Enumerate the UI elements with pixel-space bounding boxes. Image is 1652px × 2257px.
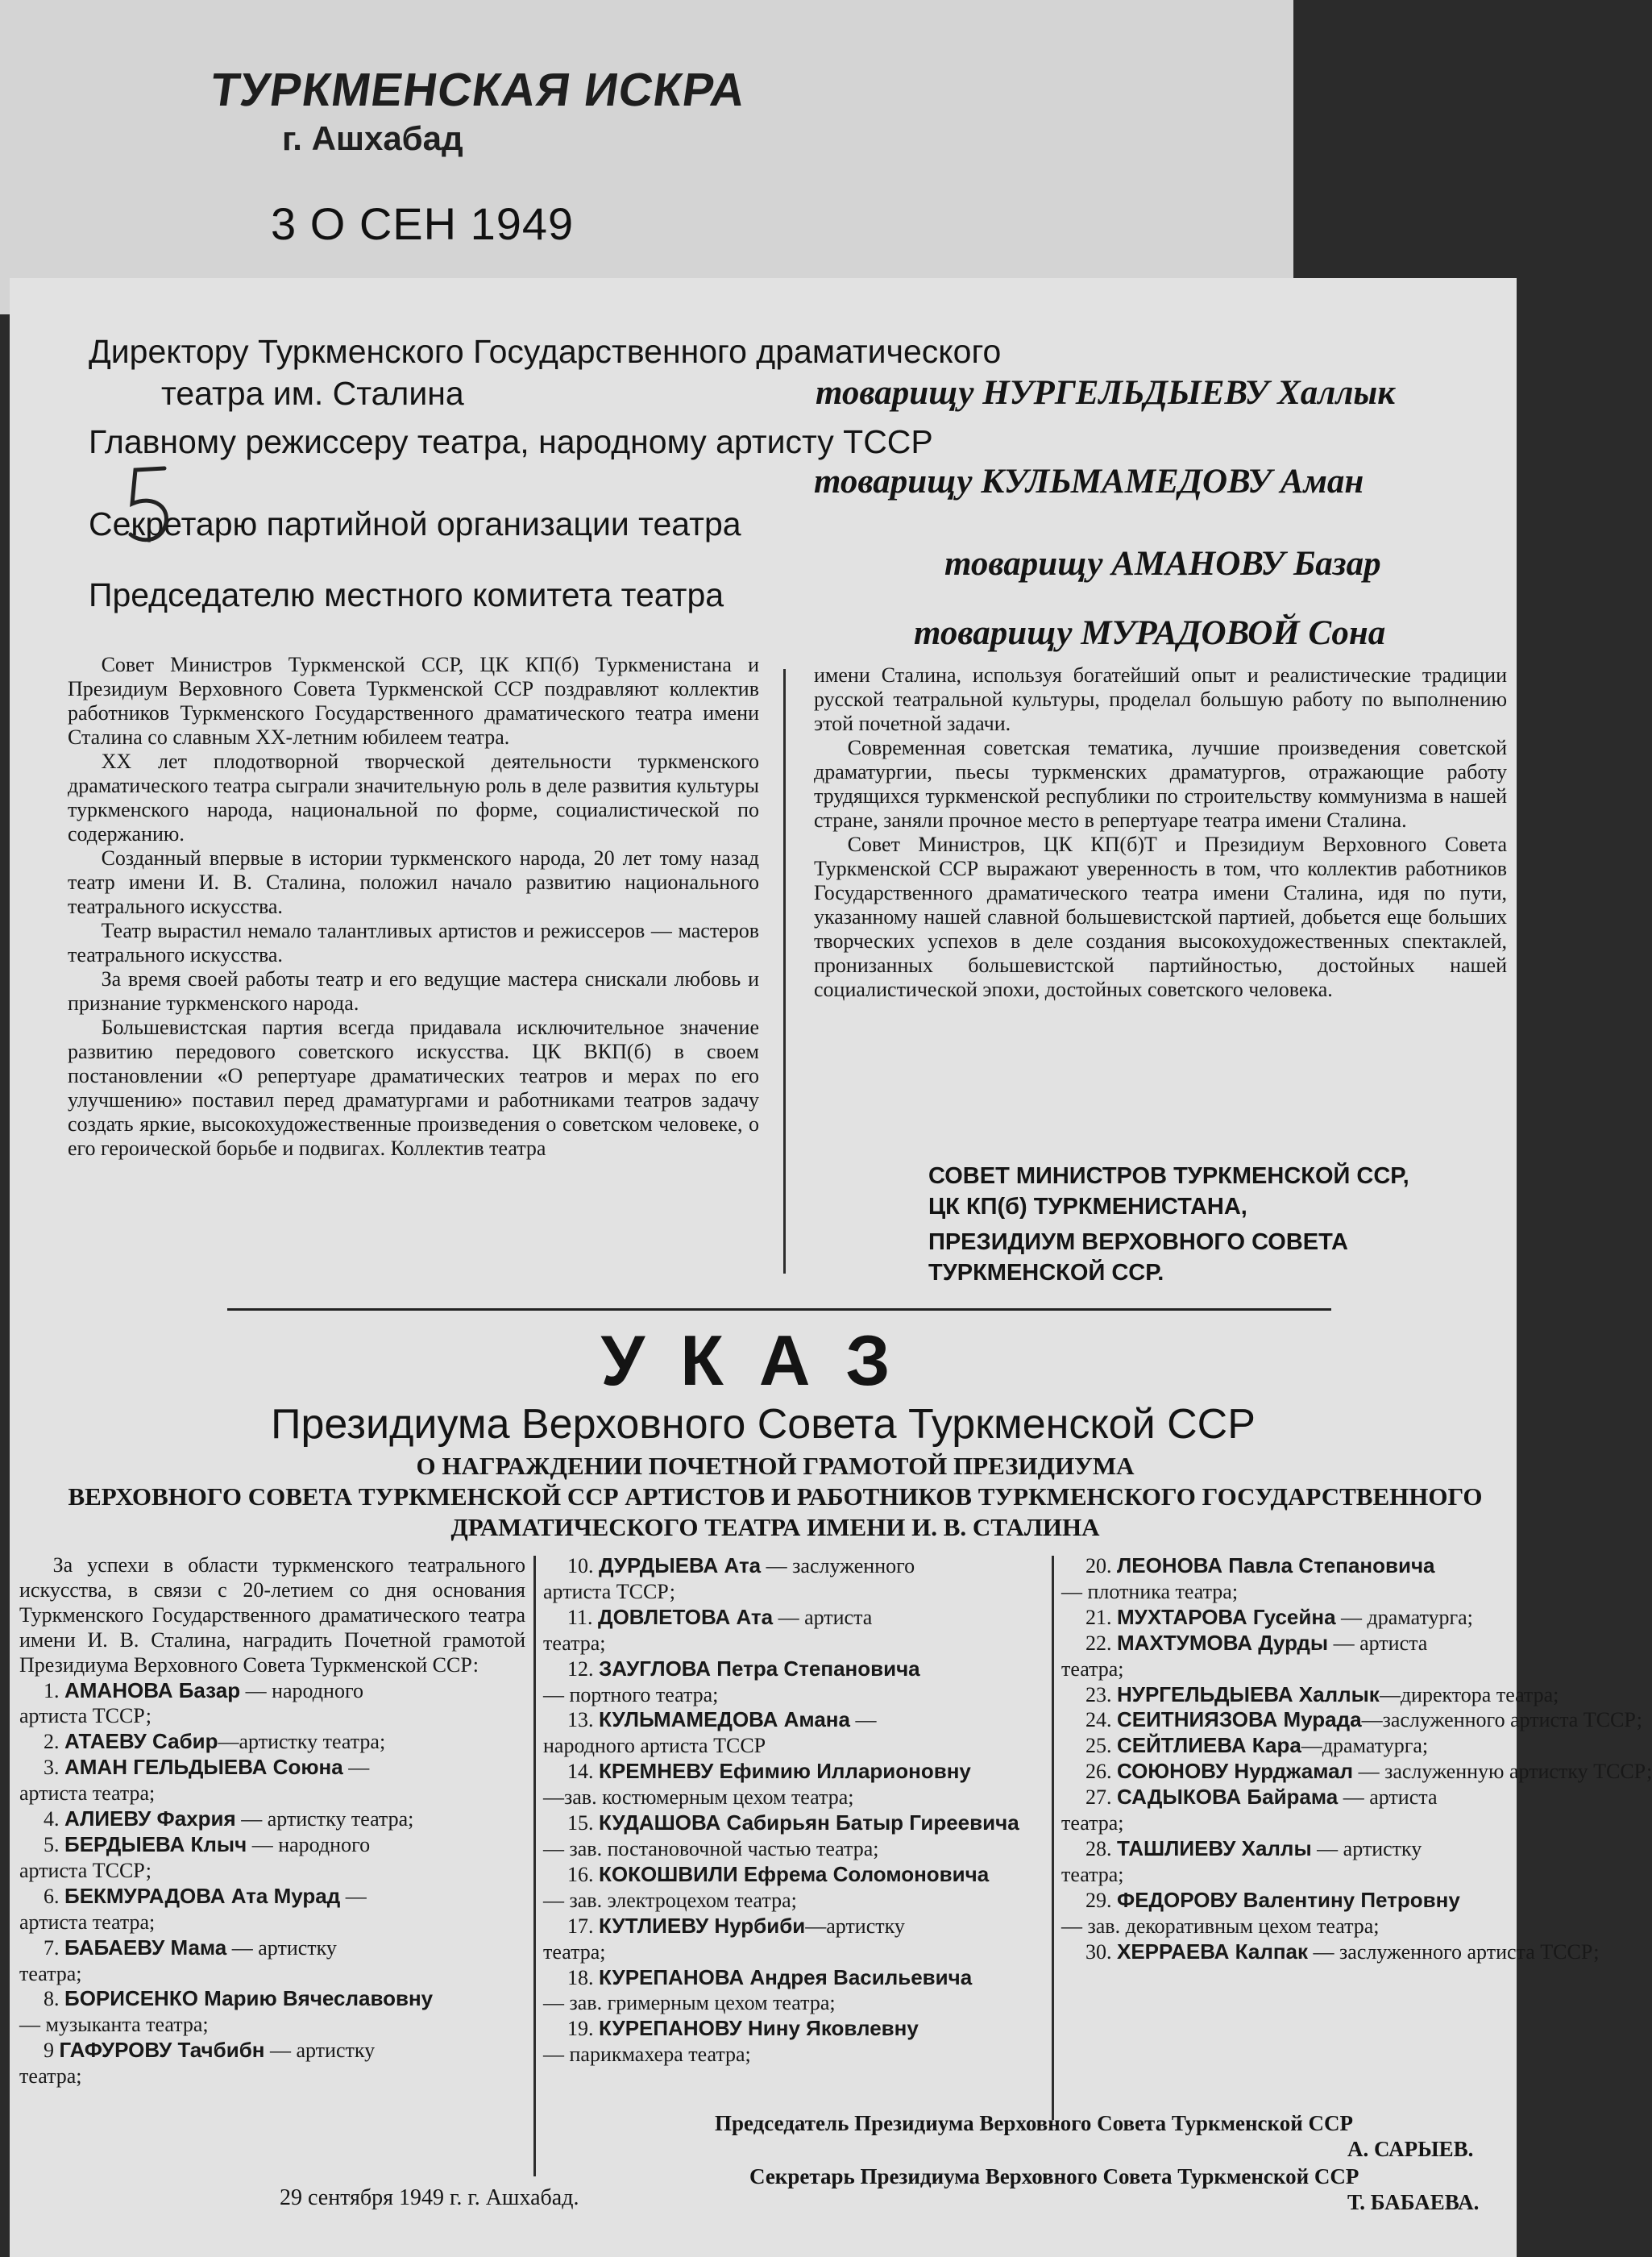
award-recipient-name: БЕРДЫЕВА Клыч	[64, 1831, 247, 1856]
award-role: —зав. костюмерным цехом театра;	[543, 1785, 854, 1810]
award-list-line	[543, 2016, 1043, 2042]
addressee-2-line1: Главному режиссеру театра, народному артисту ТССР	[89, 423, 933, 460]
addressee-2-comrade: товарищу КУЛЬМАМЕДОВУ Аман	[814, 463, 1364, 501]
award-number: 12.	[567, 1656, 599, 1681]
award-list-line	[543, 1759, 1043, 1785]
award-list-line	[543, 1553, 1043, 1579]
section-divider	[227, 1308, 1331, 1311]
award-list-line	[543, 1990, 1043, 2016]
award-list-line	[19, 1678, 525, 1704]
secretary-name: Т. БАБАЕВА.	[1347, 2190, 1480, 2214]
signatory-line: ТУРКМЕНСКОЙ ССР.	[928, 1260, 1164, 1286]
award-recipient-name: КУТЛИЕВУ Нурбиби	[599, 1913, 806, 1938]
award-list-line	[1061, 1888, 1513, 1914]
addressee-3-line1: Секретарю партийной организации театра	[89, 505, 741, 542]
ukaz-heading-line: ВЕРХОВНОГО СОВЕТА ТУРКМЕНСКОЙ ССР АРТИСТОВ И РАБОТНИКОВ ТУРКМЕНСКОГО ГОСУДАРСТВЕННОГО	[68, 1482, 1483, 1511]
greeting-paragraph: XX лет плодотворной творческой деятельности туркменского драматического театра сыграли значительную роль в деле развития культуры туркменского народа, национальной по форме, социалистической по содержанию.	[68, 750, 759, 846]
award-list-line	[19, 1986, 525, 2012]
award-number: 4.	[44, 1807, 64, 1831]
chairman-name: А. САРЫЕВ.	[1347, 2137, 1474, 2161]
award-role: —	[342, 1756, 370, 1780]
ukaz-heading-line: ДРАМАТИЧЕСКОГО ТЕАТРА ИМЕНИ И. В. СТАЛИНА	[450, 1513, 1100, 1541]
award-list-line	[1061, 1579, 1513, 1605]
award-role: —	[849, 1708, 877, 1732]
award-list-line	[543, 1605, 1043, 1631]
award-role: артиста ТССР;	[543, 1579, 675, 1603]
award-role: — артистку	[226, 1935, 337, 1960]
award-list-line	[543, 1733, 1043, 1759]
award-role: артиста театра;	[19, 1910, 156, 1934]
award-recipient-name: НУРГЕЛЬДЫЕВА Халлык	[1117, 1681, 1380, 1706]
award-role: —директора театра;	[1379, 1682, 1559, 1706]
award-list-line	[543, 1939, 1043, 1965]
award-recipient-name: ДОВЛЕТОВА Ата	[598, 1604, 774, 1629]
secretary-title: Секретарь Президиума Верховного Совета Туркменской ССР	[749, 2164, 1359, 2188]
award-recipient-name: КУЛЬМАМЕДОВА Амана	[599, 1707, 850, 1732]
award-role: — артиста	[1328, 1631, 1428, 1655]
award-recipient-name: ХЕРРАЕВА Калпак	[1117, 1939, 1309, 1964]
award-role: — портного театра;	[543, 1682, 719, 1706]
award-role: театра;	[1061, 1862, 1124, 1886]
award-role: — народного	[240, 1678, 363, 1702]
award-role: артиста театра;	[19, 1781, 156, 1806]
ukaz-heading-line: О НАГРАЖДЕНИИ ПОЧЕТНОЙ ГРАМОТОЙ ПРЕЗИДИУМА	[416, 1452, 1135, 1480]
award-role: —заслуженного артиста ТССР;	[1361, 1708, 1643, 1732]
award-list-line	[19, 1884, 525, 1910]
award-number: 10.	[567, 1554, 599, 1577]
signatory-line: ПРЕЗИДИУМ ВЕРХОВНОГО СОВЕТА	[928, 1229, 1348, 1255]
ukaz-title: УКАЗ	[600, 1320, 926, 1400]
award-list-line	[543, 1579, 1043, 1605]
award-role: — артиста	[1338, 1785, 1438, 1810]
award-number: 9	[44, 2039, 60, 2063]
award-role: —	[340, 1884, 367, 1908]
award-list-line	[1061, 1681, 1559, 1708]
award-column-3	[1061, 1553, 1652, 1965]
award-list-line	[543, 1785, 1043, 1810]
greeting-paragraph: За время своей работы театр и его ведущие мастера снискали любовь и признание туркменского народа.	[68, 967, 759, 1015]
award-list-line	[543, 1631, 1043, 1656]
award-recipient-name: ГАФУРОВУ Тачбибн	[59, 2038, 265, 2063]
award-recipient-name: ТАШЛИЕВУ Халлы	[1117, 1835, 1312, 1860]
award-number: 18.	[567, 1965, 599, 1989]
chairman-title: Председатель Президиума Верховного Совета Туркменской ССР	[715, 2111, 1354, 2135]
signatory-line: СОВЕТ МИНИСТРОВ ТУРКМЕНСКОЙ ССР,	[928, 1163, 1409, 1189]
award-role: — зав. постановочной частью театра;	[543, 1836, 879, 1860]
award-role: — артистку театра;	[235, 1807, 414, 1831]
award-list-line	[19, 1858, 525, 1884]
award-number: 19.	[567, 2017, 599, 2041]
award-list-line	[1061, 1862, 1513, 1888]
award-list-line	[543, 1656, 1043, 1682]
stamp-date: 3 О СЕН 1949	[271, 198, 575, 249]
ukaz-date-place: 29 сентября 1949 г. г. Ашхабад.	[280, 2185, 579, 2210]
award-recipient-name: АМАН ГЕЛЬДЫЕВА Союна	[64, 1755, 343, 1780]
award-list-line	[543, 1888, 1043, 1914]
addressee-1-line1: Директору Туркменского Государственного драматического	[89, 333, 1002, 370]
award-role: театра;	[543, 1631, 606, 1655]
award-role: —артистку театра;	[218, 1730, 386, 1754]
award-role: театра;	[543, 1939, 606, 1964]
greeting-paragraph: Совет Министров, ЦК КП(б)Т и Президиум Верховного Совета Туркменской ССР выражают уверенность в том, что коллектив работников Государственного драматического театра имени Сталина, идя по пути, указанному нашей славной большевистской партией, добьется еще больших творческих успехов в деле создания высокохудожественных спектаклей, пронизанных большевистской партийностью, достойных нашей социалистической эпохи, достойных советского человека.	[814, 833, 1507, 1001]
award-number: 6.	[44, 1884, 64, 1908]
award-column-1	[19, 1553, 525, 2089]
award-recipient-name: ДУРДЫЕВА Ата	[599, 1553, 762, 1577]
award-number: 29.	[1085, 1888, 1117, 1912]
award-recipient-name: СОЮНОВУ Нурджамал	[1117, 1759, 1354, 1784]
award-list-line	[1061, 1939, 1600, 1965]
award-number: 15.	[567, 1811, 599, 1835]
greeting-paragraph: Театр вырастил немало талантливых артистов и режиссеров — мастеров театрального искусства.	[68, 919, 759, 966]
award-list-line	[19, 2064, 525, 2089]
award-list-line	[19, 2038, 525, 2064]
award-recipient-name: КУДАШОВА Сабирьян Батыр Гиреевича	[599, 1810, 1019, 1835]
award-list-line	[1061, 1631, 1513, 1656]
award-number: 1.	[44, 1678, 64, 1702]
award-number: 11.	[567, 1605, 599, 1629]
award-role: — плотника театра;	[1061, 1579, 1239, 1603]
award-number: 3.	[44, 1756, 64, 1780]
award-list-line	[543, 1862, 1043, 1888]
award-list-line	[1061, 1656, 1513, 1682]
stamp-city: г. Ашхабад	[282, 119, 463, 157]
award-list-line	[1061, 1553, 1513, 1579]
ukaz-intro: За успехи в области туркменского театрального искусства, в связи с 20-летием со дня основания Туркменского Государственного драматического театра имени И. В. Сталина, наградить Почетной грамотой Президиума Верховного Совета Туркменской ССР:	[19, 1553, 525, 1677]
award-recipient-name: БЕКМУРАДОВА Ата Мурад	[64, 1883, 341, 1908]
stamp-sheet	[0, 0, 1293, 314]
award-number: 24.	[1085, 1708, 1117, 1732]
award-list-line	[1061, 1785, 1513, 1810]
award-recipient-name: АЛИЕВУ Фахрия	[64, 1806, 236, 1831]
stamp-newspaper-name: ТУРКМЕНСКАЯ ИСКРА	[207, 64, 749, 116]
award-list-line	[19, 1781, 525, 1806]
award-list-line	[19, 1832, 525, 1858]
award-recipient-name: СЕИТНИЯЗОВА Мурада	[1117, 1707, 1362, 1732]
addressee-3-comrade: товарищу АМАНОВУ Базар	[944, 545, 1381, 583]
award-role: театра;	[1061, 1656, 1124, 1681]
award-list-line	[543, 1707, 1043, 1733]
award-recipient-name: СЕЙТЛИЕВА Кара	[1117, 1733, 1301, 1758]
award-number: 14.	[567, 1760, 599, 1784]
award-role: артиста ТССР;	[19, 1704, 152, 1728]
award-role: —артистку	[805, 1914, 905, 1938]
award-recipient-name: МАХТУМОВА Дурды	[1117, 1630, 1329, 1655]
award-role: — парикмахера театра;	[543, 2043, 751, 2067]
handwritten-number-mark	[122, 462, 179, 551]
award-list-line	[543, 1682, 1043, 1708]
award-list-line	[19, 1910, 525, 1935]
award-recipient-name: БАБАЕВУ Мама	[64, 1935, 227, 1960]
award-list-line	[543, 1810, 1043, 1836]
award-number: 13.	[567, 1708, 599, 1732]
award-list-line	[19, 1755, 525, 1781]
award-list-line	[1061, 1914, 1513, 1939]
award-recipient-name: ЛЕОНОВА Павла Степановича	[1117, 1553, 1435, 1577]
award-role: — зав. электроцехом театра;	[543, 1888, 797, 1912]
award-recipient-name: БОРИСЕНКО Марию Вячеславовну	[64, 1986, 434, 2011]
award-role: — артистку	[1311, 1836, 1422, 1860]
award-list-line	[543, 1914, 1043, 1939]
greeting-signatories	[928, 1161, 1409, 1288]
award-number: 16.	[567, 1862, 599, 1886]
award-number: 20.	[1085, 1554, 1117, 1577]
award-list-line	[1061, 1605, 1513, 1631]
ukaz-heading	[10, 1451, 1541, 1543]
award-role: — драматурга;	[1335, 1605, 1473, 1629]
award-role: —драматурга;	[1301, 1734, 1429, 1758]
award-recipient-name: АМАНОВА Базар	[64, 1677, 241, 1702]
greeting-left-column	[68, 653, 759, 1161]
greeting-right-column	[814, 663, 1507, 1002]
award-number: 28.	[1085, 1836, 1117, 1860]
award-number: 17.	[567, 1914, 599, 1938]
award-recipient-name: ФЕДОРОВУ Валентину Петровну	[1117, 1887, 1460, 1912]
greeting-paragraph: Современная советская тематика, лучшие произведения советской драматургии, пьесы туркменских драматургов, отражающие работу трудящихся туркменской республики по строительству коммунизма в нашей стране, заняли прочное место в репертуаре театра имени Сталина.	[814, 736, 1507, 832]
addressee-4-line1: Председателю местного комитета театра	[89, 576, 724, 613]
award-role: — зав. гримерным цехом театра;	[543, 1991, 836, 2015]
column-divider	[533, 1556, 536, 2176]
signatory-line: ЦК КП(б) ТУРКМЕНИСТАНА,	[928, 1194, 1247, 1220]
greeting-paragraph: Большевистская партия всегда придавала исключительное значение развитию передового советского искусства. ЦК ВКП(б) в своем постановлении «О репертуаре драматических театров и мерах по его улучшению» поставил перед драматургами и работниками театров задачу создать яркие, высокохудожественные произведения о советском человеке, о его героической борьбе и подвигах. Коллектив театра	[68, 1016, 759, 1160]
addressee-1-comrade: товарищу НУРГЕЛЬДЫЕВУ Халлык	[816, 374, 1396, 412]
award-role: артиста ТССР;	[19, 1858, 152, 1882]
award-role: — музыканта театра;	[19, 2013, 209, 2037]
award-list-line	[19, 1935, 525, 1961]
newspaper-clipping	[10, 278, 1652, 2257]
award-list-line	[1061, 1810, 1513, 1836]
greeting-paragraph: Совет Министров Туркменской ССР, ЦК КП(б) Туркменистана и Президиум Верховного Совета Туркменской ССР поздравляют коллектив работников Туркменского Государственного драматического театра имени Сталина со славным XX-летним юбилеем театра.	[68, 653, 759, 749]
column-divider	[783, 669, 786, 1274]
award-role: народного артиста ТССР	[543, 1734, 766, 1758]
award-list-line	[19, 1806, 525, 1832]
award-number: 22.	[1085, 1631, 1117, 1655]
award-recipient-name: ЗАУГЛОВА Петра Степановича	[599, 1656, 920, 1681]
award-number: 7.	[44, 1935, 64, 1960]
award-role: — народного	[247, 1832, 371, 1856]
award-role: — зав. декоративным цехом театра;	[1061, 1914, 1380, 1938]
award-number: 8.	[44, 1987, 64, 2011]
award-column-2	[543, 1553, 1043, 2068]
award-number: 2.	[44, 1730, 64, 1754]
award-list-line	[19, 2012, 525, 2038]
award-list-line	[1061, 1836, 1513, 1862]
column-divider	[1052, 1556, 1054, 2120]
award-list-line	[19, 1703, 525, 1729]
award-list-line	[1061, 1707, 1643, 1733]
award-list-line	[543, 2042, 1043, 2068]
award-number: 23.	[1085, 1682, 1117, 1706]
award-list-line	[19, 1961, 525, 1987]
addressee-4-comrade: товарищу МУРАДОВОЙ Сона	[914, 614, 1386, 652]
award-role: — заслуженную артистку ТССР;	[1353, 1760, 1652, 1784]
award-role: театра;	[19, 1961, 82, 1985]
award-role: — артиста	[773, 1605, 873, 1629]
award-recipient-name: САДЫКОВА Байрама	[1117, 1785, 1339, 1810]
award-number: 27.	[1085, 1785, 1117, 1810]
award-recipient-name: КУРЕПАНОВУ Нину Яковлевну	[599, 2016, 919, 2041]
ukaz-subtitle: Президиума Верховного Совета Туркменской ССР	[271, 1401, 1256, 1448]
award-number: 21.	[1085, 1605, 1117, 1629]
award-role: — заслуженного артиста ТССР;	[1308, 1939, 1600, 1964]
award-list-line	[19, 1729, 525, 1755]
award-recipient-name: КРЕМНЕВУ Ефимию Илларионовну	[599, 1759, 971, 1784]
award-list-line	[1061, 1759, 1652, 1785]
award-role: театра;	[1061, 1811, 1124, 1835]
award-recipient-name: АТАЕВУ Сабир	[64, 1729, 218, 1754]
greeting-section	[10, 278, 1517, 1286]
award-role: — заслуженного	[761, 1554, 915, 1577]
award-role: — артистку	[264, 2039, 376, 2063]
award-recipient-name: КОКОШВИЛИ Ефрема Соломоновича	[599, 1861, 990, 1886]
award-number: 5.	[44, 1832, 64, 1856]
greeting-paragraph: имени Сталина, используя богатейший опыт и реалистические традиции русской театральной культуры, проделал большую работу по выполнению этой почетной задачи.	[814, 663, 1507, 735]
award-list-line	[543, 1965, 1043, 1991]
award-list-line	[1061, 1733, 1513, 1759]
award-number: 30.	[1085, 1939, 1117, 1964]
addressee-1-line2: театра им. Сталина	[161, 375, 464, 412]
award-list-line	[543, 1836, 1043, 1862]
greeting-paragraph: Созданный впервые в истории туркменского народа, 20 лет тому назад театр имени И. В. Сталина, положил начало развитию национального театрального искусства.	[68, 846, 759, 918]
award-recipient-name: МУХТАРОВА Гусейна	[1117, 1604, 1336, 1629]
award-number: 26.	[1085, 1760, 1117, 1784]
award-number: 25.	[1085, 1734, 1117, 1758]
award-recipient-name: КУРЕПАНОВА Андрея Васильевича	[599, 1964, 973, 1989]
award-role: театра;	[19, 2064, 82, 2089]
